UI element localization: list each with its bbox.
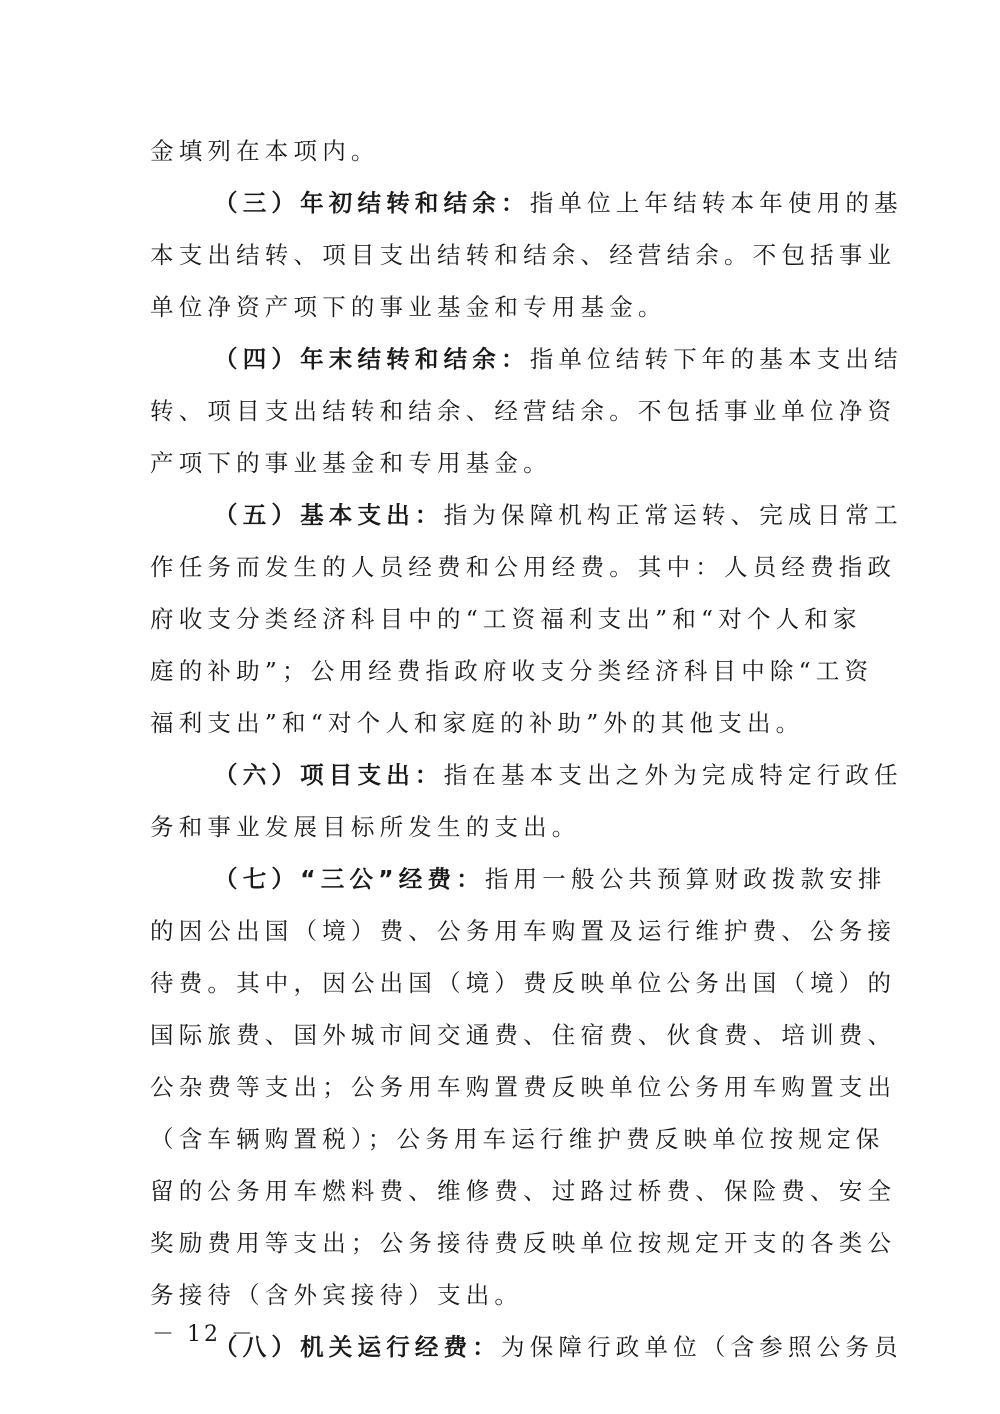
section-heading-line: （八）机关运行经费：为保障行政单位（含参照公务员 — [214, 1333, 903, 1361]
text-line: 务和事业发展目标所发生的支出。 — [150, 813, 581, 841]
text-line: 务接待（含外宾接待）支出。 — [150, 1281, 524, 1309]
text-line: 待费。其中，因公出国（境）费反映单位公务出国（境）的 — [150, 969, 897, 997]
text-line: 留的公务用车燃料费、维修费、过路过桥费、保险费、安全 — [150, 1177, 897, 1205]
section-heading-line: （六）项目支出：指在基本支出之外为完成特定行政任 — [214, 761, 903, 789]
section-heading-line: （七）“三公”经费：指用一般公共预算财政拨款安排 — [214, 865, 887, 893]
section-heading-line: （四）年末结转和结余：指单位结转下年的基本支出结 — [214, 345, 903, 373]
section-term: （七）“三公”经费： — [214, 865, 485, 893]
text-line: 国际旅费、国外城市间交通费、住宿费、伙食费、培训费、 — [150, 1021, 897, 1049]
text-line: 作任务而发生的人员经费和公用经费。其中：人员经费指政 — [150, 553, 897, 581]
page-number: － 12 － — [152, 1322, 256, 1347]
section-term: （三）年初结转和结余： — [214, 189, 530, 217]
text-line: 公杂费等支出；公务用车购置费反映单位公务用车购置支出 — [150, 1073, 897, 1101]
text-line: 转、项目支出结转和结余、经营结余。不包括事业单位净资 — [150, 397, 897, 425]
section-heading-line: （三）年初结转和结余：指单位上年结转本年使用的基 — [214, 189, 903, 217]
text-line: 的因公出国（境）费、公务用车购置及运行维护费、公务接 — [150, 917, 897, 945]
text-line: 单位净资产项下的事业基金和专用基金。 — [150, 293, 667, 321]
text-line: 金填列在本项内。 — [150, 137, 380, 165]
text-line: 庭的补助”；公用经费指政府收支分类经济科目中除“工资 — [150, 657, 874, 685]
document-body — [150, 125, 903, 1373]
section-term: （八）机关运行经费： — [214, 1333, 501, 1361]
section-heading-line: （五）基本支出：指为保障机构正常运转、完成日常工 — [214, 501, 903, 529]
section-term: （六）项目支出： — [214, 761, 444, 789]
text-line: 福利支出”和“对个人和家庭的补助”外的其他支出。 — [150, 709, 805, 737]
text-line: 产项下的事业基金和专用基金。 — [150, 449, 552, 477]
section-term: （四）年末结转和结余： — [214, 345, 530, 373]
text-line: （含车辆购置税）；公务用车运行维护费反映单位按规定保 — [150, 1125, 885, 1153]
text-line: 府收支分类经济科目中的“工资福利支出”和“对个人和家 — [150, 605, 862, 633]
text-line: 本支出结转、项目支出结转和结余、经营结余。不包括事业 — [150, 241, 897, 269]
text-line: 奖励费用等支出；公务接待费反映单位按规定开支的各类公 — [150, 1229, 897, 1257]
section-term: （五）基本支出： — [214, 501, 444, 529]
